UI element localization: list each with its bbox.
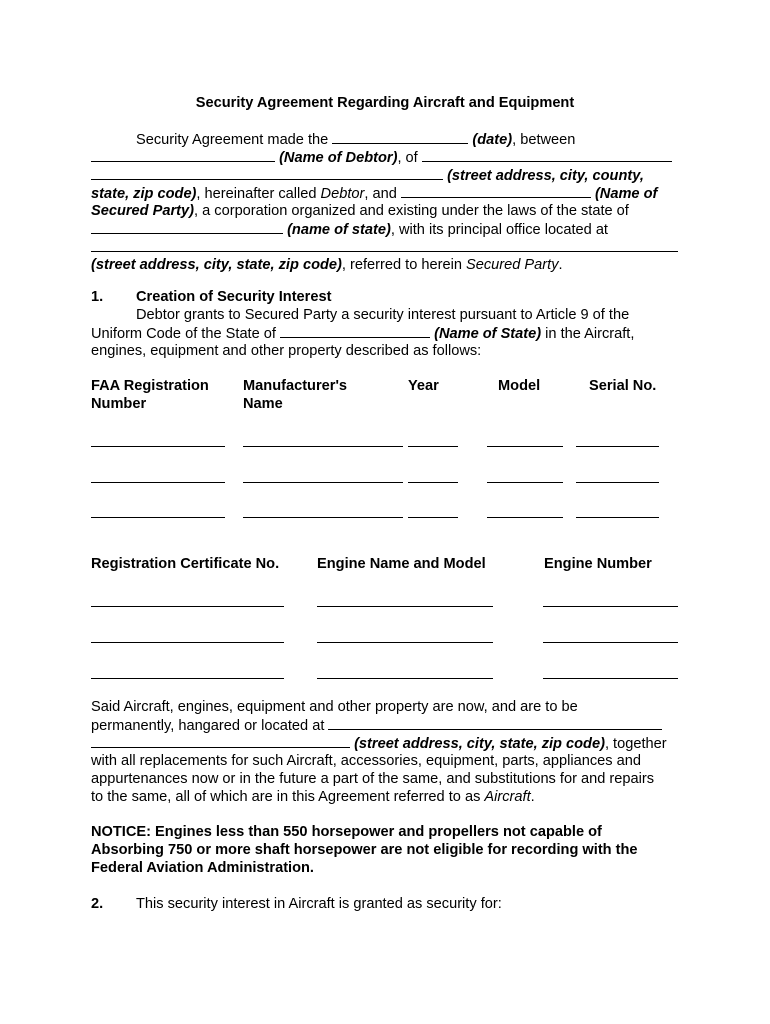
serial-blank[interactable] — [576, 446, 659, 447]
manufacturer-blank[interactable] — [243, 517, 403, 518]
said-line-1: Said Aircraft, engines, equipment and other property are now, and are to be — [91, 699, 578, 715]
serial-header: Serial No. — [589, 378, 657, 394]
address-label: (street address, city, state, zip code) — [91, 257, 342, 273]
said-text: to the same, all of which are in this Agreement referred to as — [91, 789, 485, 805]
intro-line-8 — [91, 256, 563, 274]
debtor-name-blank[interactable] — [91, 148, 275, 162]
model-blank[interactable] — [487, 446, 563, 447]
faa-registration-header — [91, 377, 209, 413]
said-line-3 — [91, 734, 667, 753]
debtor-label: (Name of Debtor) — [279, 150, 398, 166]
intro-line-2 — [91, 148, 672, 167]
debtor-term: Debtor — [320, 186, 365, 202]
engine-name-model-blank[interactable] — [317, 642, 493, 643]
year-header: Year — [408, 378, 439, 394]
said-text: . — [530, 789, 535, 805]
secured-party-blank[interactable] — [401, 184, 591, 198]
header-line: Number — [91, 396, 147, 412]
intro-text: , between — [512, 132, 576, 148]
document-title: Security Agreement Regarding Aircraft and Equipment — [195, 95, 575, 111]
intro-text: , with its principal office located at — [390, 222, 608, 238]
registration-certificate-header: Registration Certificate No. — [91, 556, 280, 572]
model-blank[interactable] — [487, 482, 563, 483]
state-blank[interactable] — [91, 220, 283, 234]
header-line: Name — [243, 396, 283, 412]
date-label: (date) — [472, 132, 513, 148]
intro-text: , of — [397, 150, 418, 166]
faa-registration-blank[interactable] — [91, 517, 225, 518]
serial-blank[interactable] — [576, 482, 659, 483]
year-blank[interactable] — [408, 517, 458, 518]
faa-registration-blank[interactable] — [91, 482, 225, 483]
serial-blank[interactable] — [576, 517, 659, 518]
notice-line-1: NOTICE: Engines less than 550 horsepower and propellers not capable of — [91, 824, 602, 840]
section-2-number: 2. — [91, 896, 104, 912]
section-1-number: 1. — [91, 289, 104, 305]
model-header: Model — [498, 378, 541, 394]
ucc-state-blank[interactable] — [280, 324, 430, 338]
intro-text: , a corporation organized and existing under the laws of the state of — [194, 203, 629, 219]
intro-line-3 — [91, 166, 644, 185]
header-line: FAA Registration — [91, 378, 209, 394]
hangar-address-blank[interactable] — [328, 716, 662, 730]
intro-text: . — [558, 257, 563, 273]
intro-line-6 — [91, 220, 608, 239]
section-1-line-1: Debtor grants to Secured Party a security interest pursuant to Article 9 of the — [136, 307, 630, 323]
notice-line-2: Absorbing 750 or more shaft horsepower are not eligible for recording with the — [91, 842, 638, 858]
intro-text: , and — [364, 186, 401, 202]
said-line-6 — [91, 788, 535, 806]
section-1-heading: Creation of Security Interest — [136, 289, 332, 305]
intro-line-1 — [136, 130, 575, 149]
secured-party-term: Secured Party — [466, 257, 559, 273]
engine-number-blank[interactable] — [543, 678, 678, 679]
date-blank[interactable] — [332, 130, 468, 144]
model-blank[interactable] — [487, 517, 563, 518]
engine-name-model-blank[interactable] — [317, 678, 493, 679]
section-2-text: This security interest in Aircraft is granted as security for: — [136, 896, 502, 912]
registration-certificate-blank[interactable] — [91, 642, 284, 643]
address-label: (street address, city, county, — [447, 168, 644, 184]
intro-text: , referred to herein — [341, 257, 467, 273]
notice-line-3: Federal Aviation Administration. — [91, 860, 314, 876]
header-line: Manufacturer's — [243, 378, 348, 394]
engine-name-model-header: Engine Name and Model — [317, 556, 486, 572]
intro-line-4 — [91, 184, 657, 203]
debtor-address-blank-2[interactable] — [91, 166, 443, 180]
secured-party-label: (Name of — [594, 186, 658, 202]
faa-registration-blank[interactable] — [91, 446, 225, 447]
secured-party-label: Secured Party) — [91, 203, 195, 219]
year-blank[interactable] — [408, 482, 458, 483]
office-address-blank[interactable] — [91, 251, 678, 252]
address-label: (street address, city, state, zip code) — [354, 736, 605, 752]
engine-number-header: Engine Number — [544, 556, 652, 572]
manufacturer-blank[interactable] — [243, 482, 403, 483]
section-text: Uniform Code of the State of — [91, 326, 281, 342]
said-text: permanently, hangared or located at — [91, 718, 325, 734]
state-label: (name of state) — [287, 222, 391, 238]
aircraft-term: Aircraft — [484, 789, 531, 805]
intro-text: , hereinafter called — [196, 186, 321, 202]
state-label: (Name of State) — [434, 326, 542, 342]
registration-certificate-blank[interactable] — [91, 606, 284, 607]
engine-number-blank[interactable] — [543, 642, 678, 643]
address-label: state, zip code) — [91, 186, 197, 202]
registration-certificate-blank[interactable] — [91, 678, 284, 679]
manufacturer-blank[interactable] — [243, 446, 403, 447]
year-blank[interactable] — [408, 446, 458, 447]
said-text: , together — [604, 736, 667, 752]
said-line-5: appurtenances now or in the future a part of the same, and substitutions for and repairs — [91, 771, 655, 787]
intro-text: Security Agreement made the — [136, 132, 333, 148]
intro-line-5 — [91, 202, 629, 220]
section-1-line-2 — [91, 324, 634, 343]
engine-number-blank[interactable] — [543, 606, 678, 607]
said-line-4: with all replacements for such Aircraft, accessories, equipment, parts, appliances and — [91, 753, 641, 769]
hangar-address-blank-2[interactable] — [91, 734, 350, 748]
manufacturer-header — [243, 377, 347, 413]
debtor-address-blank[interactable] — [422, 148, 672, 162]
section-1-line-3: engines, equipment and other property described as follows: — [91, 343, 482, 359]
said-line-2 — [91, 716, 662, 735]
engine-name-model-blank[interactable] — [317, 606, 493, 607]
section-text: in the Aircraft, — [541, 326, 635, 342]
